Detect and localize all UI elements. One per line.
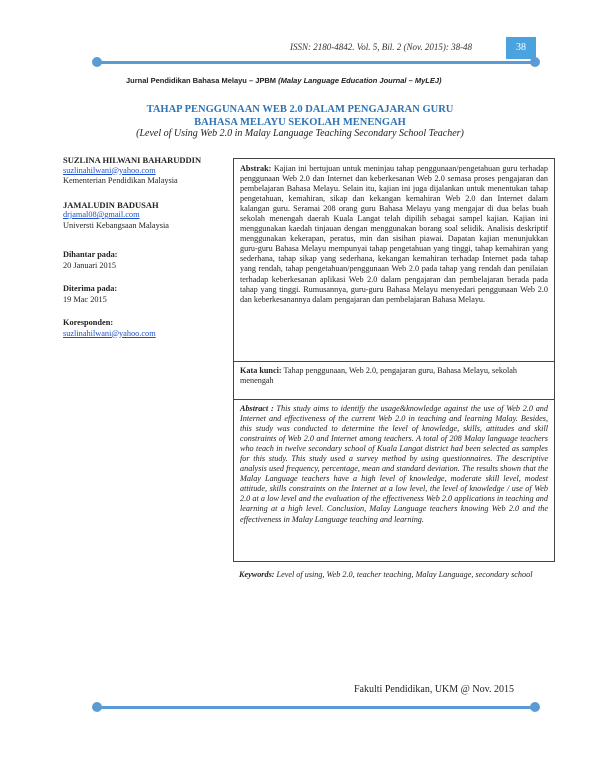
article-title-line1: TAHAP PENGGUNAAN WEB 2.0 DALAM PENGAJARAN GURU	[146, 104, 454, 115]
header-line-right-dot	[530, 57, 540, 67]
kata-kunci-box	[233, 362, 555, 400]
author-name: JAMALUDIN BADUSAH	[63, 199, 159, 210]
correspondent-label: Koresponden:	[63, 318, 114, 327]
article-title-english: (Level of Using Web 2.0 in Malay Language Teaching Secondary School Teacher)	[136, 128, 464, 139]
keywords-english-text: Level of using, Web 2.0, teacher teaching, Malay Language, secondary school	[276, 570, 533, 579]
abstract-english-box	[233, 400, 555, 562]
correspondent-email[interactable]: suzlinahilwani@yahoo.com	[63, 328, 156, 338]
journal-name	[126, 76, 442, 85]
article-title-line2: BAHASA MELAYU SEKOLAH MENENGAH	[194, 117, 406, 128]
accepted-label: Diterima pada:	[63, 284, 118, 293]
journal-name-english: (Malay Language Education Journal – MyLEJ)	[278, 76, 442, 85]
accepted-date: 19 Mac 2015	[63, 294, 107, 304]
header-divider	[95, 61, 535, 64]
author-affiliation: Universti Kebangsaan Malaysia	[63, 220, 169, 230]
author-email[interactable]: suzlinahilwani@yahoo.com	[63, 165, 156, 175]
kata-kunci-label: Kata kunci:	[240, 366, 282, 375]
abstrak-label: Abstrak:	[240, 164, 272, 173]
submitted-label: Dihantar pada:	[63, 250, 118, 259]
journal-name-malay: Jurnal Pendidikan Bahasa Melayu – JPBM	[126, 76, 277, 85]
footer-text: Fakulti Pendidikan, UKM @ Nov. 2015	[354, 684, 514, 695]
author-email[interactable]: drjamal08@gmail.com	[63, 210, 140, 219]
article-title	[0, 103, 600, 129]
author-sidebar	[63, 155, 228, 339]
submitted-date: 20 Januari 2015	[63, 260, 116, 270]
abstract-english-text: This study aims to identify the usage&knowledge against the use of Web 2.0 and Internet and effectiveness of the current Web 2.0 in teaching and learning Malay. Besides, this study was conducted to determine the level of knowledge, skills, attitudes and skill constraints of Web 2.0 and Internet among teachers. A total of 208 Malay language teachers who teach in twelve secondary school of Kuala Langat district had been selected as samples for this study. This study used a survey method by using questionnaires. The descriptive analysis used frequency, percentage, mean and standard deviation. The results shown that the Malay Language teachers have a high level of knowledge, moderate skill level, modest attitude, skills constraints on the Internet at a low level, the level of knowledge / use of Web 2.0 at a low level and the evaluation of the effectiveness Web 2.0 applications in teaching and learning at a high level. Conclusion, Malay Language teachers knowing Web 2.0 and the effectiveness in Malay Language teaching and learning.	[240, 404, 548, 524]
page-number-badge: 38	[506, 37, 536, 59]
keywords-english-label: Keywords:	[239, 570, 275, 579]
abstrak-text: Kajian ini bertujuan untuk meninjau tahap penggunaan/pengetahuan guru terhadap penggunaan Web 2.0 dan Internet dan keberkesanan Web 2.0 semasa proses pengajaran dan pembelajaran Bahasa Melayu. Selain itu, kajian ini juga dijalankan untuk menentukan tahap pengetahuan, kemahiran, sikap dan kekangan kemahiran Web 2.0 dan Internet dalam kalangan guru. Seramai 208 orang guru Bahasa Melayu yang mengajar di dua belas buah sekolah menengah daerah Kuala Langat telah dipilih sebagai sampel kajian. Kajian ini menggunakan kaedah tinjauan dengan menggunakan borang soal selidik. Analisis deskriptif menggunakan kekerapan, peratus, min dan sisihan piawai. Dapatan kajian menunjukkan guru-guru Bahasa Melayu mempunyai tahap pengetahuan yang tinggi, tahap kemahiran yang sederhana, tahap sikap yang sederhana, kekangan kemahiran terhadap Internet pada tahap yang rendah, tahap pengetahuan/penggunaan Web 2.0 pada tahap yang rendah dan penilaian terhadap keberkesanan aplikasi Web 2.0 dalam pengajaran dan pembelajaran berada pada tahap yang tinggi. Rumusannya, guru-guru Bahasa Melayu menyedari penggunaan Web 2.0 dan keberkesanannya dalam pengajaran dan pembelajaran Bahasa Melayu.	[240, 164, 549, 304]
footer-line-right-dot	[530, 702, 540, 712]
issn-line: ISSN: 2180-4842. Vol. 5, Bil. 2 (Nov. 2015): 38-48	[290, 42, 473, 52]
footer-divider	[95, 706, 535, 709]
kata-kunci-text: Tahap penggunaan, Web 2.0, pengajaran guru, Bahasa Melayu, sekolah menengah	[240, 366, 518, 386]
abstrak-box	[233, 158, 555, 362]
abstract-english-label: Abstract :	[240, 404, 274, 413]
author-name: SUZLINA HILWANI BAHARUDDIN	[63, 155, 202, 165]
author-affiliation: Kementerian Pendidikan Malaysia	[63, 176, 178, 185]
keywords-english	[239, 570, 551, 580]
